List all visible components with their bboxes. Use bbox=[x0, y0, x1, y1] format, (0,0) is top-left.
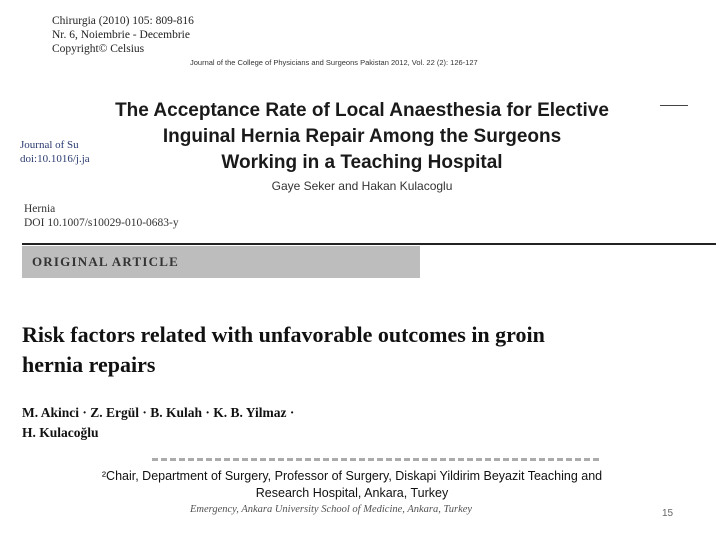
chirurgia-citation bbox=[52, 14, 194, 56]
hernia-journal-name: Hernia bbox=[24, 203, 56, 215]
chirurgia-issue: Nr. 6, Noiembrie - Decembrie bbox=[52, 29, 190, 41]
section-rule bbox=[22, 243, 716, 245]
affiliation-cropped-line bbox=[92, 456, 612, 466]
affiliation-line-3: Emergency, Ankara University School of Medicine, Ankara, Turkey bbox=[190, 504, 473, 515]
hernia-citation bbox=[24, 202, 179, 230]
journal-partial-name: Journal of Su bbox=[20, 139, 79, 151]
chirurgia-volume: Chirurgia (2010) 105: 809-816 bbox=[52, 15, 194, 27]
anaesthesia-article-title bbox=[96, 98, 628, 200]
anaesthesia-authors: Gaye Seker and Hakan Kulacoglu bbox=[271, 179, 453, 193]
anaesthesia-title-line-2: Inguinal Hernia Repair Among the Surgeons bbox=[162, 126, 562, 147]
hernia-doi: DOI 10.1007/s10029-010-0683-y bbox=[24, 217, 179, 229]
journal-partial-doi: doi:10.1016/j.ja bbox=[20, 153, 90, 165]
main-article-title bbox=[22, 320, 712, 380]
original-article-banner: ORIGINAL ARTICLE bbox=[22, 246, 420, 278]
affiliation-line-2: Research Hospital, Ankara, Turkey bbox=[255, 486, 449, 500]
page-number: 15 bbox=[662, 508, 674, 519]
jcpsp-citation: Journal of the College of Physicians and Surgeons Pakistan 2012, Vol. 22 (2): 126-127 bbox=[190, 58, 478, 67]
affiliation-block bbox=[92, 468, 612, 502]
anaesthesia-title-line-3: Working in a Teaching Hospital bbox=[221, 152, 503, 173]
affiliation-line-1: ²Chair, Department of Surgery, Professor of Surgery, Diskapi Yildirim Beyazit Teaching and bbox=[101, 469, 603, 483]
main-title-line-2: hernia repairs bbox=[22, 352, 156, 377]
header-rule-short bbox=[660, 105, 688, 106]
authors-line-2: H. Kulacoğlu bbox=[22, 425, 99, 440]
main-article-authors bbox=[22, 403, 442, 443]
main-title-line-1: Risk factors related with unfavorable outcomes in groin bbox=[22, 322, 545, 347]
journal-partial-citation bbox=[20, 138, 90, 166]
authors-line-1: M. Akinci · Z. Ergül · B. Kulah · K. B. Yilmaz · bbox=[22, 405, 295, 420]
chirurgia-copyright: Copyright© Celsius bbox=[52, 43, 145, 55]
anaesthesia-title-line-1: The Acceptance Rate of Local Anaesthesia for Elective bbox=[115, 100, 609, 121]
